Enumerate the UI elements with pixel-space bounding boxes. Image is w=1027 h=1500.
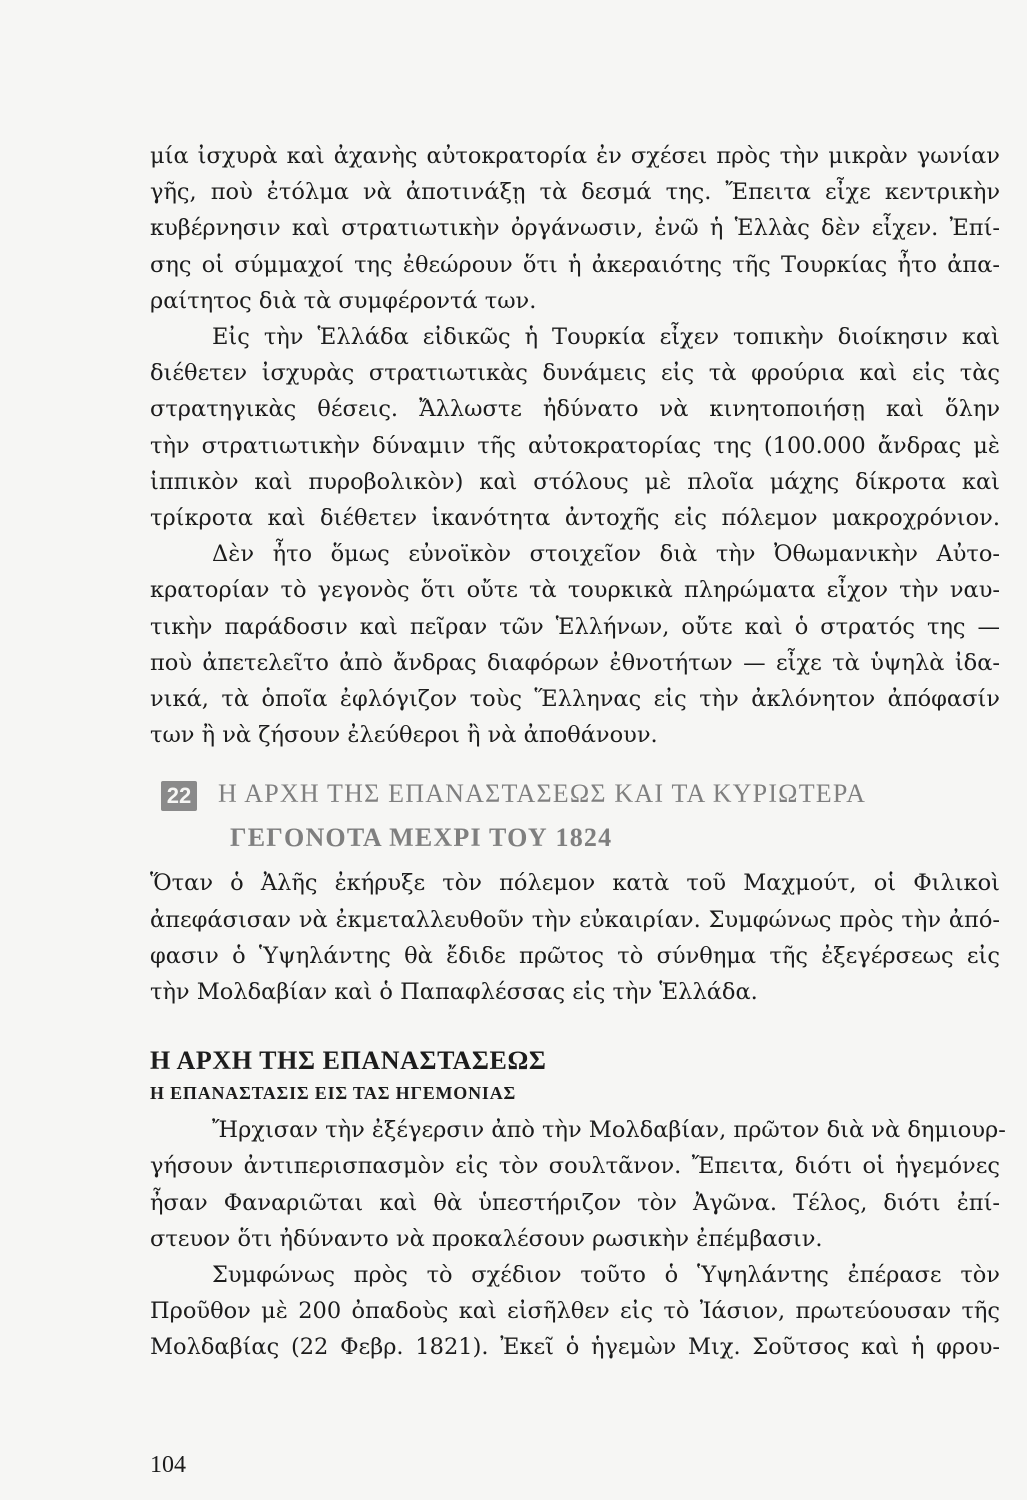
body-paragraph-2 (150, 1257, 1000, 1366)
text-line: στρατηγικὰς θέσεις. Ἄλλωστε ἠδύνατο νὰ κινητοποιήσῃ καὶ ὅλην (150, 396, 1000, 423)
text-line: σης οἱ σύμμαχοί της ἐθεώρουν ὅτι ἡ ἀκεραιότης τῆς Τουρκίας ἦτο ἀπα- (150, 251, 1000, 278)
text-line: ἀπεφάσισαν νὰ ἐκμεταλλευθοῦν τὴν εὐκαιρίαν. Συμφώνως πρὸς τὴν ἀπό- (150, 906, 1000, 933)
text-line: Συμφώνως πρὸς τὸ σχέδιον τοῦτο ὁ Ὑψηλάντης ἐπέρασε τὸν (212, 1262, 1000, 1289)
text-line: τρίκροτα καὶ διέθετεν ἱκανότητα ἀντοχῆς εἰς πόλεμον μακροχρόνιον. (150, 505, 1000, 532)
section-number-badge: 22 (161, 781, 197, 811)
text-line: τικὴν παράδοσιν καὶ πεῖραν τῶν Ἑλλήνων, οὔτε καὶ ὁ στρατός της — (150, 613, 1000, 640)
section-intro-paragraph (150, 865, 1000, 1010)
text-line: ποὺ ἀπετελεῖτο ἀπὸ ἄνδρας διαφόρων ἐθνοτήτων — εἶχε τὰ ὑψηλὰ ἰδα- (150, 649, 1000, 676)
heading-main: Η ΑΡΧΗ ΤΗΣ ΕΠΑΝΑΣΤΑΣΕΩΣ (150, 1046, 547, 1076)
text-line: διέθετεν ἰσχυρὰς στρατιωτικὰς δυνάμεις εἰς τὰ φρούρια καὶ εἰς τὰς (150, 360, 1000, 387)
text-line: στευον ὅτι ἠδύναντο νὰ προκαλέσουν ρωσικὴν ἐπέμβασιν. (150, 1225, 823, 1252)
paragraph-2 (150, 319, 1000, 536)
section-title-line-1: Η ΑΡΧΗ ΤΗΣ ΕΠΑΝΑΣΤΑΣΕΩΣ ΚΑΙ ΤΑ ΚΥΡΙΩΤΕΡΑ (218, 779, 867, 809)
text-line: Δὲν ἦτο ὅμως εὐνοϊκὸν στοιχεῖον διὰ τὴν Ὀθωμανικὴν Αὐτο- (212, 541, 1000, 568)
text-line: μία ἰσχυρὰ καὶ ἀχανὴς αὐτοκρατορία ἐν σχέσει πρὸς τὴν μικρὰν γωνίαν (150, 143, 1000, 169)
text-line: ἦσαν Φαναριῶται καὶ θὰ ὑπεστήριζον τὸν Ἀγῶνα. Τέλος, διότι ἐπί- (150, 1189, 1000, 1216)
text-line: κρατορίαν τὸ γεγονὸς ὅτι οὔτε τὰ τουρκικὰ πληρώματα εἶχον τὴν ναυ- (150, 577, 1000, 604)
body-paragraph-1 (150, 1112, 1006, 1257)
text-line: νικά, τὰ ὁποῖα ἐφλόγιζον τοὺς Ἕλληνας εἰς τὴν ἀκλόνητον ἀπόφασίν (150, 686, 1000, 713)
page-content (150, 138, 1006, 1366)
text-line: Μολδαβίας (22 Φεβρ. 1821). Ἐκεῖ ὁ ἡγεμὼν Μιχ. Σοῦτσος καὶ ἡ φρου- (150, 1334, 1000, 1361)
text-line: κυβέρνησιν καὶ στρατιωτικὴν ὀργάνωσιν, ἐνῶ ἡ Ἑλλὰς δὲν εἶχεν. Ἐπί- (150, 215, 1000, 242)
text-line: των ἢ νὰ ζήσουν ἐλεύθεροι ἢ νὰ ἀποθάνουν. (150, 722, 658, 749)
text-line: Ἤρχισαν τὴν ἐξέγερσιν ἀπὸ τὴν Μολδαβίαν, πρῶτον διὰ νὰ δημιουρ- (212, 1117, 1006, 1144)
heading-sub: Η ΕΠΑΝΑΣΤΑΣΙΣ ΕΙΣ ΤΑΣ ΗΓΕΜΟΝΙΑΣ (150, 1083, 517, 1104)
section-header (150, 775, 1000, 865)
paragraph-1 (150, 138, 1000, 319)
page-number: 104 (150, 1452, 186, 1478)
text-line: φασιν ὁ Ὑψηλάντης θὰ ἔδιδε πρῶτος τὸ σύνθημα τῆς ἐξεγέρσεως εἰς (150, 942, 1000, 969)
text-line: γήσουν ἀντιπερισπασμὸν εἰς τὸν σουλτᾶνον. Ἔπειτα, διότι οἱ ἡγεμόνες (150, 1153, 1000, 1180)
paragraph-3 (150, 536, 1000, 753)
text-line: τὴν στρατιωτικὴν δύναμιν τῆς αὐτοκρατορίας της (100.000 ἄνδρας μὲ (150, 432, 1000, 459)
text-line: ἱππικὸν καὶ πυροβολικὸν) καὶ στόλους μὲ πλοῖα μάχης δίκροτα καὶ (150, 468, 1000, 495)
text-line: Εἰς τὴν Ἑλλάδα εἰδικῶς ἡ Τουρκία εἶχεν τοπικὴν διοίκησιν καὶ (212, 324, 1000, 351)
text-line: τὴν Μολδαβίαν καὶ ὁ Παπαφλέσσας εἰς τὴν Ἑλλάδα. (150, 979, 758, 1006)
text-line: γῆς, ποὺ ἐτόλμα νὰ ἀποτινάξῃ τὰ δεσμά της. Ἔπειτα εἶχε κεντρικὴν (150, 179, 1000, 206)
text-line: Ὅταν ὁ Ἀλῆς ἐκήρυξε τὸν πόλεμον κατὰ τοῦ Μαχμούτ, οἱ Φιλικοὶ (150, 870, 1000, 897)
text-line: Προῦθον μὲ 200 ὀπαδοὺς καὶ εἰσῆλθεν εἰς τὸ Ἰάσιον, πρωτεύουσαν τῆς (150, 1298, 1000, 1325)
section-title-line-2: ΓΕΓΟΝΟΤΑ ΜΕΧΡΙ ΤΟΥ 1824 (230, 823, 613, 853)
text-line: ραίτητος διὰ τὰ συμφέροντά των. (150, 287, 537, 314)
